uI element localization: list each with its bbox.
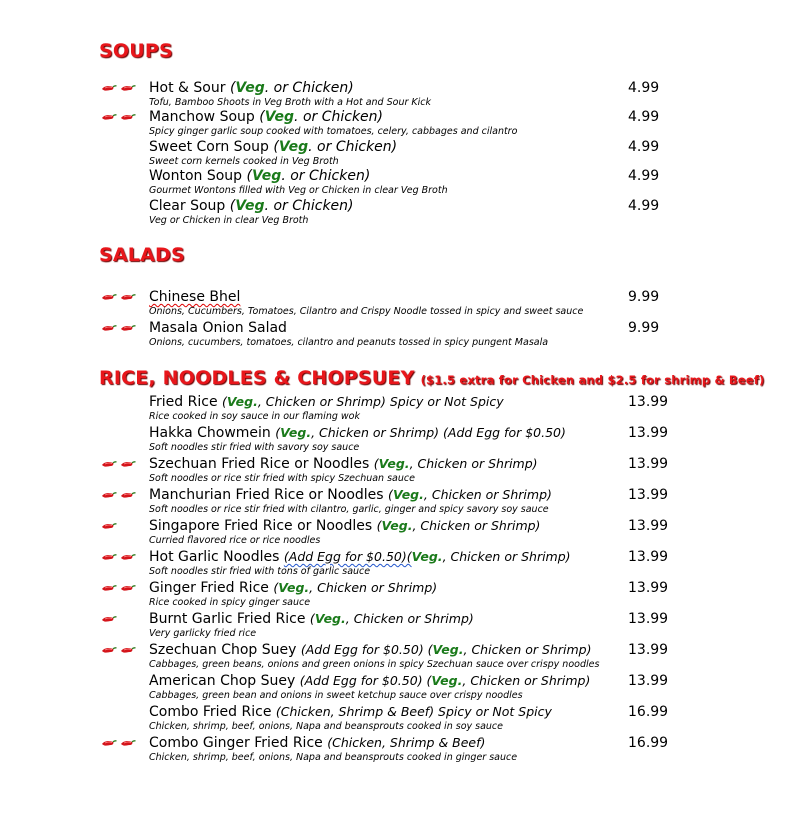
item-spice-option: Spicy or Not Spicy	[434, 704, 552, 719]
chili-pepper-icon	[101, 552, 117, 562]
chili-pepper-icon	[120, 552, 136, 562]
item-prefix: (	[373, 456, 379, 471]
menu-item	[149, 518, 689, 547]
section-heading-soups: SOUPS	[99, 40, 173, 62]
chili-pepper-icon	[101, 112, 117, 122]
item-name: Sweet Corn Soup (Veg. or Chicken)	[149, 139, 398, 155]
item-options: , Chicken or Shrimp)	[412, 518, 541, 533]
item-description: Soft noodles or rice stir fried with cilantro, garlic, ginger and spicy savory soy sauce	[149, 504, 549, 515]
item-options: , Chicken or Shrimp)	[309, 580, 438, 595]
menu-item	[149, 394, 689, 423]
item-description: Gourmet Wontons filled with Veg or Chicken in clear Veg Broth	[149, 185, 448, 196]
menu-item	[149, 320, 689, 349]
section-heading-salads: SALADS	[99, 244, 185, 266]
item-options: , Chicken or Shrimp)	[345, 611, 474, 626]
item-options: . or Chicken)	[308, 139, 398, 155]
item-price: 16.99	[628, 735, 669, 751]
item-description: Chicken, shrimp, beef, onions, Napa and beansprouts cooked in ginger sauce	[149, 752, 518, 763]
spicy-indicator	[101, 290, 136, 304]
menu-item	[149, 456, 689, 485]
heading-note: ($1.5 extra for Chicken and $2.5 for shrimp & Beef)	[420, 373, 765, 387]
item-name	[149, 704, 689, 720]
veg-label: Veg.	[411, 549, 443, 564]
veg-label: Veg	[235, 80, 265, 96]
item-title: Masala Onion Salad	[149, 320, 287, 336]
item-options: . or Chicken)	[281, 168, 371, 184]
veg-label: Veg	[251, 168, 282, 184]
item-description: Onions, Cucumbers, Tomatoes, Cilantro and Crispy Noodle tossed in spicy and sweet sauce	[149, 306, 584, 317]
chili-pepper-icon	[101, 583, 117, 593]
item-name	[149, 487, 689, 503]
item-prefix: (	[275, 425, 281, 440]
item-options: . or Chicken)	[264, 198, 354, 214]
item-price: 13.99	[628, 394, 669, 410]
item-price: 9.99	[628, 320, 660, 336]
item-prefix: (	[376, 518, 382, 533]
item-description: Soft noodles or rice stir fried with spicy Szechuan sauce	[149, 473, 415, 484]
item-name	[149, 580, 689, 596]
chili-pepper-icon	[101, 292, 117, 302]
item-spice-option: Spicy or Not Spicy	[385, 394, 504, 409]
item-price: 4.99	[628, 198, 660, 214]
item-price: 4.99	[628, 109, 660, 125]
item-price: 13.99	[628, 518, 669, 534]
item-options: , Chicken or Shrimp)	[409, 456, 538, 471]
chili-pepper-icon	[101, 323, 117, 333]
item-name	[149, 425, 689, 441]
veg-label: Veg.	[392, 487, 424, 502]
spicy-indicator	[101, 550, 136, 564]
item-prefix: (	[273, 580, 279, 595]
item-price: 4.99	[628, 80, 660, 96]
menu-item	[149, 673, 689, 702]
item-name	[149, 289, 689, 305]
item-title: Hakka Chowmein	[149, 425, 276, 441]
item-title: Manchow Soup	[149, 109, 260, 125]
item-description: Onions, cucumbers, tomatoes, cilantro and peanuts tossed in spicy pungent Masala	[149, 337, 549, 348]
item-description: Sweet corn kernels cooked in Veg Broth	[149, 156, 339, 167]
item-name	[149, 518, 689, 534]
menu-item	[149, 580, 689, 609]
item-description: Soft noodles stir fried with tons of garlic sauce	[149, 566, 371, 577]
menu-item	[149, 487, 689, 516]
item-price: 13.99	[628, 549, 669, 565]
menu-item	[149, 642, 689, 671]
item-description: Veg or Chicken in clear Veg Broth	[149, 215, 309, 226]
veg-label: Veg.	[314, 611, 346, 626]
item-title: Burnt Garlic Fried Rice	[149, 611, 310, 627]
chili-pepper-icon	[101, 83, 117, 93]
chili-pepper-icon	[101, 459, 117, 469]
item-prefix: (	[222, 394, 227, 409]
item-title: Hot & Sour	[149, 80, 230, 96]
menu-item	[149, 80, 689, 109]
chili-pepper-icon	[120, 83, 136, 93]
menu-item	[149, 168, 689, 197]
item-title: Szechuan Fried Rice or Noodles	[149, 456, 374, 472]
menu-item	[149, 198, 689, 227]
spicy-indicator	[101, 519, 117, 533]
item-description: Very garlicky fried rice	[149, 628, 257, 639]
section-heading-rice-noodles-chopsuey	[99, 367, 765, 389]
chili-pepper-icon	[120, 459, 136, 469]
veg-label: Veg.	[378, 456, 410, 471]
item-title: Fried Rice	[149, 394, 223, 410]
item-name	[149, 456, 689, 472]
item-options: . or Chicken)	[294, 109, 384, 125]
chili-pepper-icon	[101, 521, 117, 531]
heading-text: RICE, NOODLES & CHOPSUEY	[99, 367, 415, 389]
menu-item	[149, 289, 689, 318]
item-title: Sweet Corn Soup	[149, 139, 274, 155]
item-name: Clear Soup (Veg. or Chicken)	[149, 198, 354, 214]
spicy-indicator	[101, 581, 136, 595]
item-title: Ginger Fried Rice	[149, 580, 274, 596]
item-description: Rice cooked in soy sauce in our flaming wok	[149, 411, 360, 422]
chili-pepper-icon	[120, 490, 136, 500]
spicy-indicator	[101, 612, 117, 626]
veg-label: Veg.	[431, 673, 463, 688]
item-title: Wonton Soup	[149, 168, 247, 184]
chili-pepper-icon	[120, 112, 136, 122]
item-title: Clear Soup	[149, 198, 230, 214]
chili-pepper-icon	[101, 614, 117, 624]
chili-pepper-icon	[120, 292, 136, 302]
menu-item	[149, 109, 689, 138]
item-price: 13.99	[628, 611, 669, 627]
item-description: Soft noodles stir fried with savory soy sauce	[149, 442, 360, 453]
item-description: Curried flavored rice or rice noodles	[149, 535, 321, 546]
item-name: Manchow Soup (Veg. or Chicken)	[149, 109, 384, 125]
item-description: Cabbages, green bean and onions in sweet ketchup sauce over crispy noodles	[149, 690, 523, 701]
menu-item	[149, 735, 689, 764]
chili-pepper-icon	[120, 583, 136, 593]
item-title: Combo Fried Rice	[149, 704, 276, 720]
item-title: Manchurian Fried Rice or Noodles	[149, 487, 389, 503]
item-prefix: (Add Egg for $0.50)(	[283, 549, 412, 564]
item-prefix: (	[309, 611, 315, 626]
item-prefix: (Add Egg for $0.50) (	[300, 642, 433, 657]
item-options: , Chicken or Shrimp)	[423, 487, 552, 502]
chili-pepper-icon	[101, 645, 117, 655]
item-description: Chicken, shrimp, beef, onions, Napa and beansprouts cooked in soy sauce	[149, 721, 504, 732]
item-prefix: (	[388, 487, 393, 502]
veg-label: Veg.	[280, 425, 312, 440]
item-prefix: (Chicken, Shrimp & Beef)	[327, 735, 486, 750]
menu-item	[149, 704, 689, 733]
spicy-indicator	[101, 643, 136, 657]
chili-pepper-icon	[120, 645, 136, 655]
veg-label: Veg	[264, 109, 295, 125]
item-description: Cabbages, green beans, onions and green onions in spicy Szechuan sauce over crispy noodles	[149, 659, 600, 670]
veg-label: Veg	[235, 198, 265, 214]
spicy-indicator	[101, 81, 136, 95]
chili-pepper-icon	[101, 738, 117, 748]
menu-item	[149, 611, 689, 640]
item-options: , Chicken or Shrimp)	[442, 549, 571, 564]
item-options: , Chicken or Shrimp)	[257, 394, 386, 409]
item-name	[149, 642, 689, 658]
veg-label: Veg.	[226, 394, 258, 409]
item-price: 9.99	[628, 289, 660, 305]
item-name	[149, 549, 689, 565]
item-price: 13.99	[628, 580, 669, 596]
item-name	[149, 394, 689, 410]
spicy-indicator	[101, 457, 136, 471]
chili-pepper-icon	[120, 738, 136, 748]
item-options: , Chicken or Shrimp)	[463, 642, 592, 657]
item-price: 13.99	[628, 487, 669, 503]
item-description: Tofu, Bamboo Shoots in Veg Broth with a Hot and Sour Kick	[149, 97, 431, 108]
item-name	[149, 673, 689, 689]
item-title: American Chop Suey	[149, 673, 300, 689]
spicy-indicator	[101, 736, 136, 750]
item-title: Chinese Bhel	[149, 289, 241, 305]
item-name: Wonton Soup (Veg. or Chicken)	[149, 168, 371, 184]
item-title: Combo Ginger Fried Rice	[149, 735, 328, 751]
item-price: 16.99	[628, 704, 669, 720]
chili-pepper-icon	[101, 490, 117, 500]
item-options: . or Chicken)	[264, 80, 354, 96]
item-title: Hot Garlic Noodles	[149, 549, 284, 565]
item-title: Singapore Fried Rice or Noodles	[149, 518, 377, 534]
spicy-indicator	[101, 321, 136, 335]
spicy-indicator	[101, 110, 136, 124]
item-price: 13.99	[628, 425, 669, 441]
chili-pepper-icon	[120, 323, 136, 333]
item-name	[149, 611, 689, 627]
item-description: Spicy ginger garlic soup cooked with tomatoes, celery, cabbages and cilantro	[149, 126, 518, 137]
veg-label: Veg.	[381, 518, 413, 533]
item-name	[149, 320, 689, 336]
item-price: 13.99	[628, 642, 669, 658]
item-price: 4.99	[628, 168, 660, 184]
item-title: Szechuan Chop Suey	[149, 642, 301, 658]
menu-item	[149, 549, 689, 578]
veg-label: Veg.	[278, 580, 310, 595]
item-name	[149, 735, 689, 751]
menu-item	[149, 139, 689, 168]
item-prefix: (Chicken, Shrimp & Beef)	[275, 704, 435, 719]
item-price: 13.99	[628, 456, 669, 472]
item-options: , Chicken or Shrimp) (Add Egg for $0.50)	[311, 425, 566, 440]
item-price: 13.99	[628, 673, 669, 689]
item-description: Rice cooked in spicy ginger sauce	[149, 597, 311, 608]
menu-item	[149, 425, 689, 454]
veg-label: Veg	[278, 139, 309, 155]
item-name: Hot & Sour (Veg. or Chicken)	[149, 80, 354, 96]
item-options: , Chicken or Shrimp)	[462, 673, 591, 688]
item-price: 4.99	[628, 139, 660, 155]
item-prefix: (Add Egg for $0.50) (	[299, 673, 432, 688]
veg-label: Veg.	[432, 642, 464, 657]
spicy-indicator	[101, 488, 136, 502]
